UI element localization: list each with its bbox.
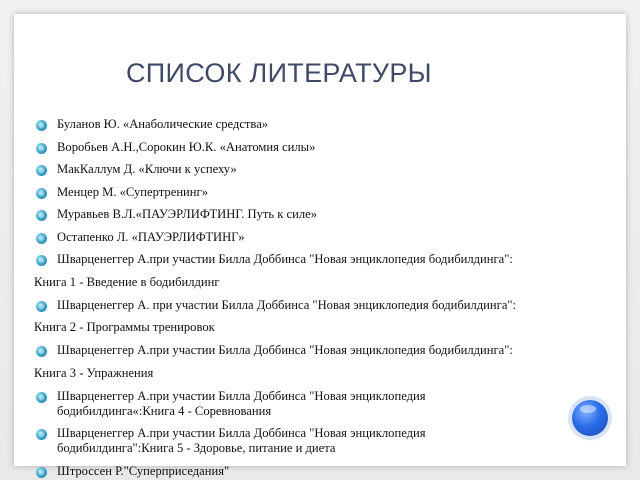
reference-item [36, 230, 576, 245]
reference-item [36, 298, 576, 313]
reference-item [36, 140, 576, 155]
reference-text: Книга 3 - Упражнения [34, 365, 154, 380]
reference-text: Муравьев В.Л.«ПАУЭРЛИФТИНГ. Путь к силе» [57, 207, 318, 221]
reference-text: Воробьев А.Н.,Сорокин Ю.К. «Анатомия силы» [57, 139, 316, 154]
circle-bullet-icon [36, 188, 47, 199]
reference-subitem [34, 275, 576, 290]
circle-bullet-icon [36, 210, 47, 221]
reference-subitem [34, 366, 576, 381]
reference-item [36, 207, 576, 222]
reference-text: Остапенко Л. «ПАУЭРЛИФТИНГ» [57, 229, 245, 244]
reference-text: Шварценеггер А.при участии Билла Доббинса "Новая энциклопедия бодибилдинга": [57, 252, 513, 266]
circle-bullet-icon [36, 233, 47, 244]
page-title: СПИСОК ЛИТЕРАТУРЫ [126, 58, 432, 88]
circle-bullet-icon [36, 255, 47, 266]
reference-text: Шварценеггер А.при участии Билла Доббинса "Новая энциклопедия бодибилдинга«:Книга 4 - Соревнования [57, 388, 426, 418]
reference-list [36, 117, 576, 480]
reference-text: Книга 2 - Программы тренировок [34, 320, 215, 334]
reference-item [36, 389, 427, 419]
reference-item [36, 117, 576, 132]
circle-bullet-icon [36, 301, 47, 312]
circle-bullet-icon [36, 392, 47, 403]
reference-text: Шварценеггер А. при участии Билла Доббинса "Новая энциклопедия бодибилдинга": [57, 297, 517, 312]
reference-text: Менцер М. «Супертренинг» [57, 184, 208, 199]
reference-text: МакКаллум Д. «Ключи к успеху» [57, 162, 237, 176]
circle-bullet-icon [36, 143, 47, 154]
reference-text: Буланов Ю. «Анаболические средства» [57, 117, 269, 131]
reference-item [36, 185, 576, 200]
circle-bullet-icon [36, 346, 47, 357]
reference-item [36, 343, 576, 358]
reference-subitem [34, 320, 576, 335]
reference-text: Шварценеггер А.при участии Билла Доббинса "Новая энциклопедия бодибилдинга":Книга 5 - Здоровье, питание и диета [57, 426, 426, 455]
circle-bullet-icon [36, 165, 47, 176]
circle-bullet-icon [36, 429, 47, 440]
reference-text: Штроссен Р."Суперприседания" [57, 463, 230, 478]
reference-item [36, 162, 576, 177]
reference-item [36, 464, 576, 479]
reference-item [36, 426, 427, 456]
reference-item [36, 252, 576, 267]
blue-orb-icon[interactable] [572, 400, 608, 436]
circle-bullet-icon [36, 467, 47, 478]
reference-text: Книга 1 - Введение в бодибилдинг [34, 274, 220, 289]
circle-bullet-icon [36, 120, 47, 131]
reference-text: Шварценеггер А.при участии Билла Доббинса "Новая энциклопедия бодибилдинга": [57, 343, 513, 357]
